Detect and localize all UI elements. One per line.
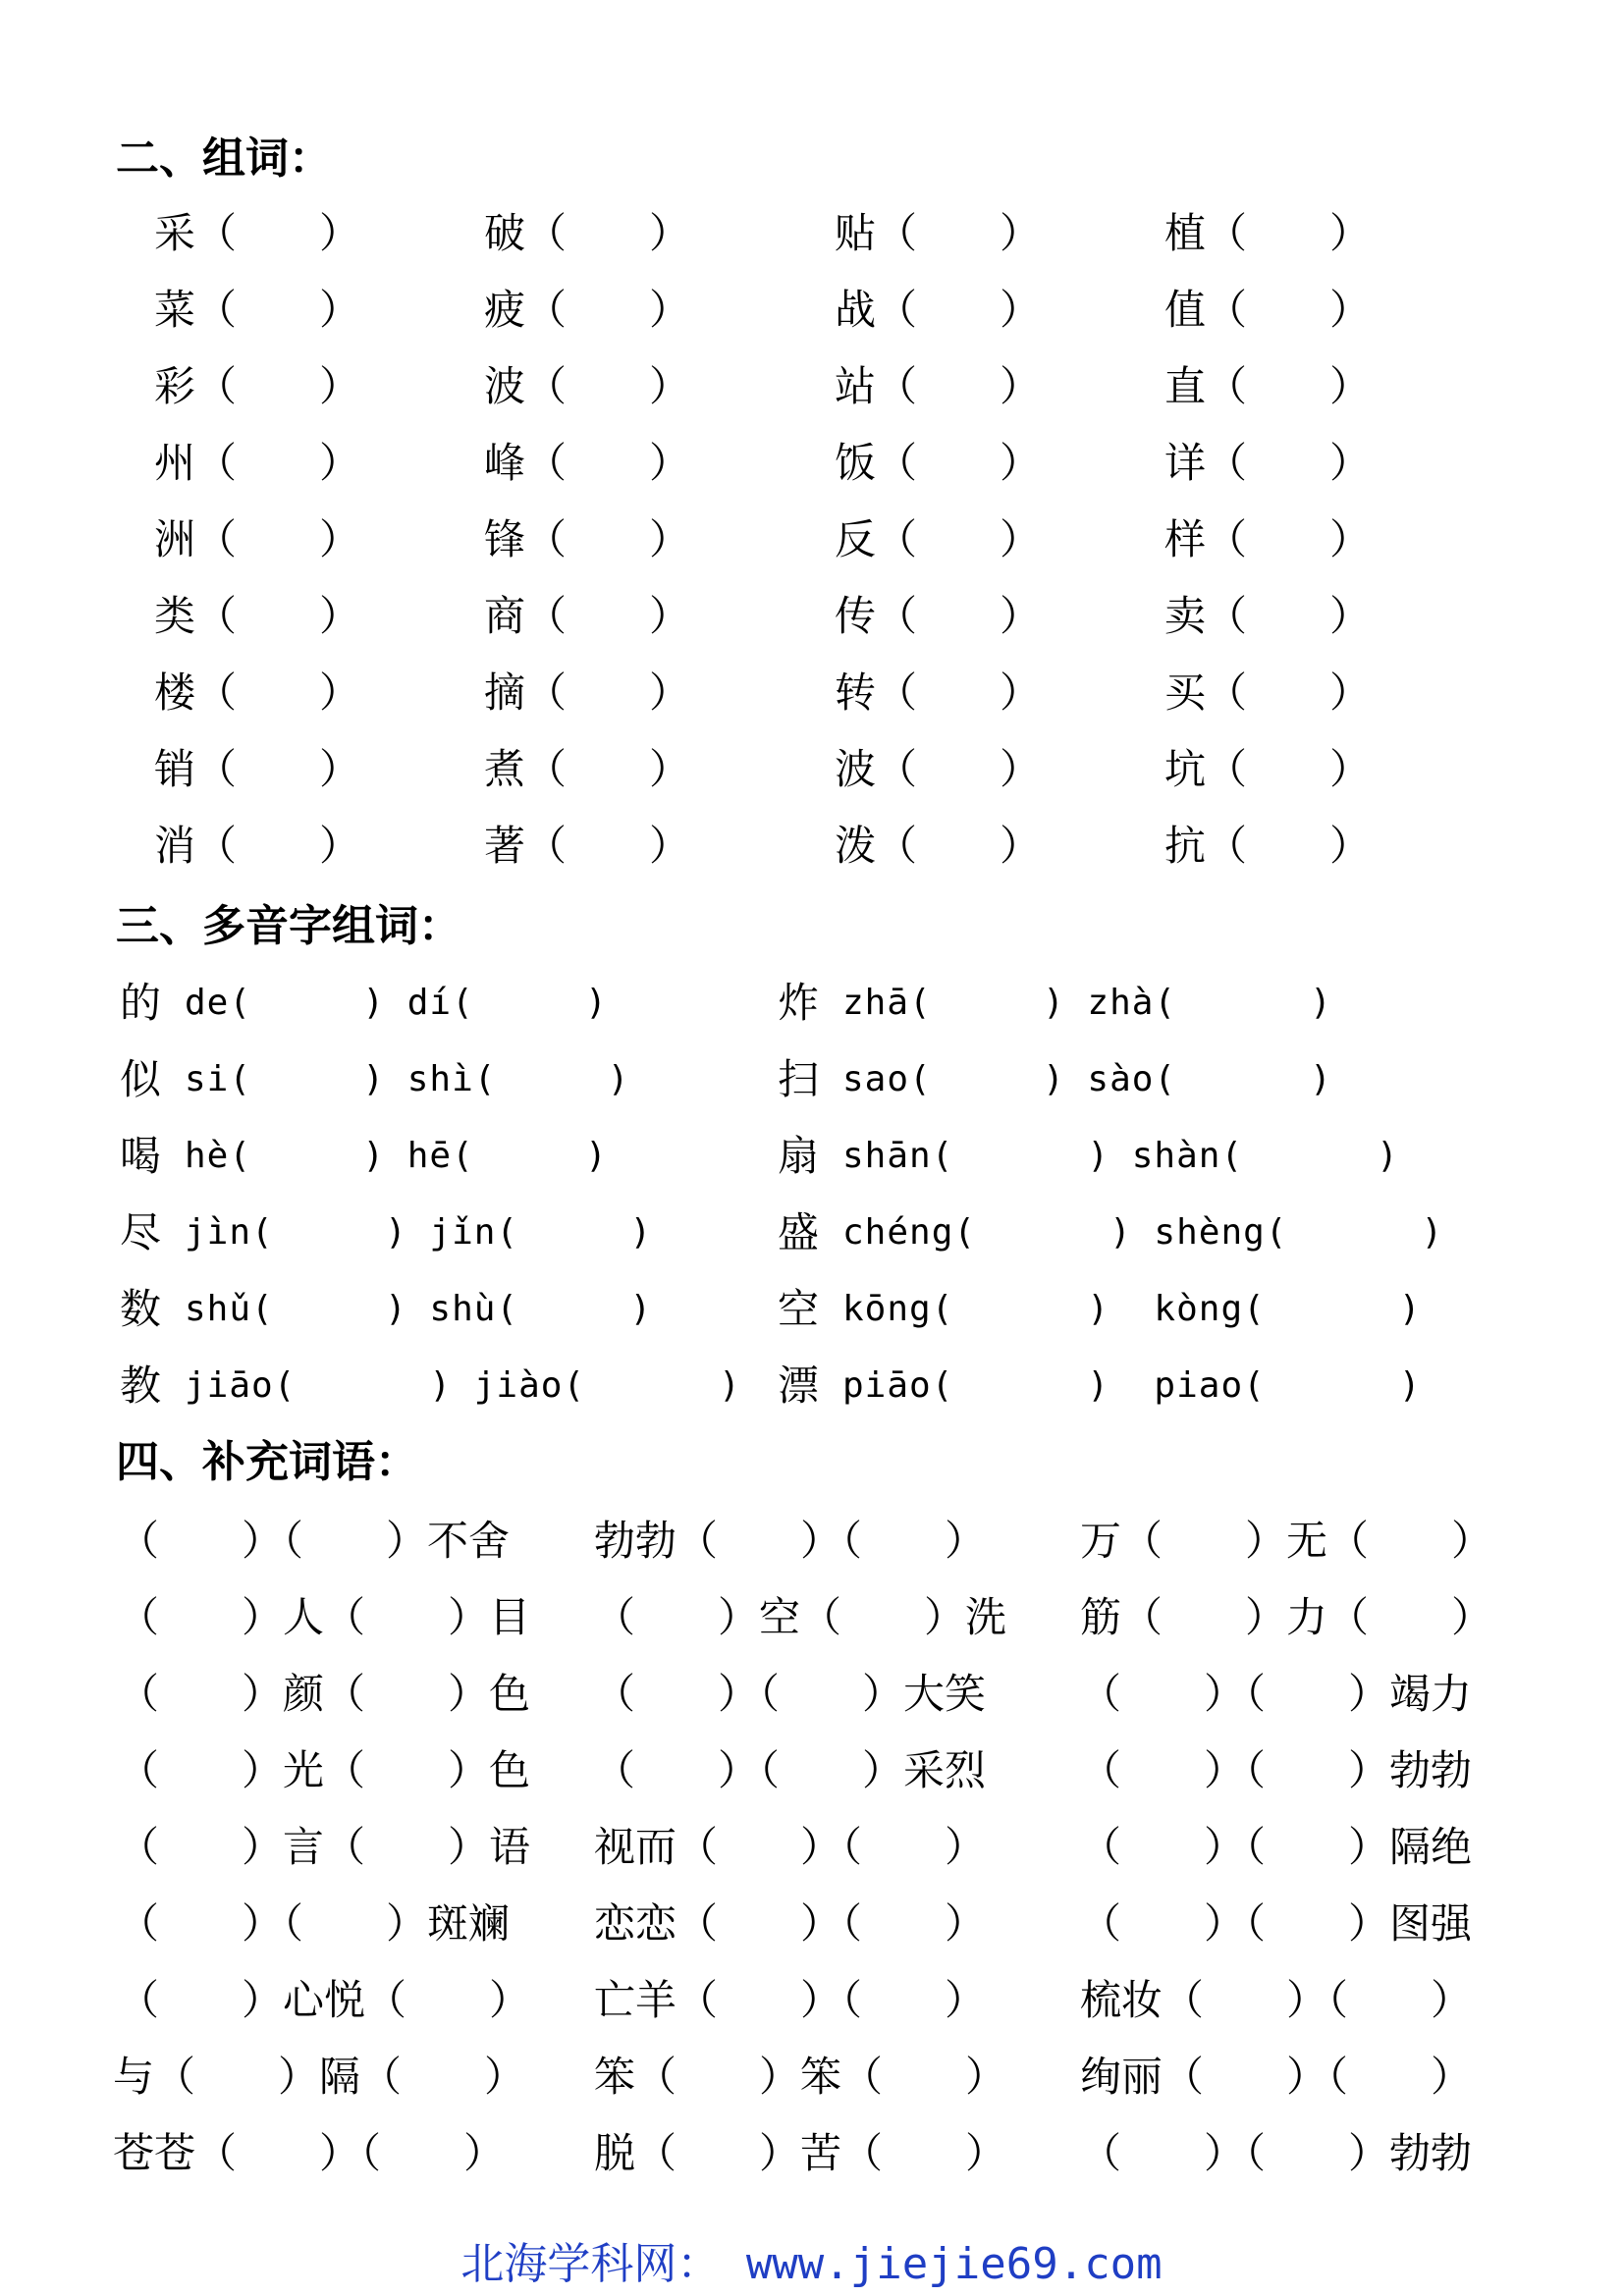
zuci-item: 坑（ ） bbox=[1164, 745, 1372, 793]
zuci-item: 洲（ ） bbox=[154, 515, 361, 563]
buchong-item: 梳妆（ ）（ ） bbox=[1080, 1976, 1473, 2024]
duoyin-char: 漂 bbox=[778, 1362, 821, 1410]
buchong-item: 与（ ）隔（ ） bbox=[113, 2053, 526, 2101]
buchong-item: 恋恋（ ）（ ） bbox=[594, 1899, 987, 1948]
duoyin-char: 似 bbox=[120, 1055, 163, 1103]
buchong-item: （ ）（ ）大笑 bbox=[594, 1670, 987, 1718]
zuci-item: 楼（ ） bbox=[154, 668, 361, 717]
duoyin-char: 扇 bbox=[778, 1132, 821, 1180]
buchong-item: （ ）（ ）图强 bbox=[1080, 1899, 1473, 1948]
zuci-item: 详（ ） bbox=[1164, 439, 1372, 487]
buchong-item: （ ）心悦（ ） bbox=[118, 1976, 531, 2024]
zuci-item: 破（ ） bbox=[484, 209, 691, 257]
duoyin-pinyin: piāo( ) piao( ) bbox=[842, 1365, 1422, 1406]
zuci-item: 商（ ） bbox=[484, 592, 691, 640]
duoyin-char: 喝 bbox=[120, 1132, 163, 1180]
duoyin-pinyin: sao( ) sào( ) bbox=[842, 1059, 1332, 1099]
zuci-item: 消（ ） bbox=[154, 822, 361, 870]
duoyin-pinyin: de( ) dí( ) bbox=[185, 983, 608, 1023]
duoyin-pinyin: si( ) shì( ) bbox=[185, 1059, 630, 1099]
footer-website[interactable]: 北海学科网： www.jiejie69.com bbox=[460, 2239, 1163, 2289]
zuci-item: 销（ ） bbox=[154, 745, 361, 793]
zuci-item: 饭（ ） bbox=[835, 439, 1042, 487]
buchong-item: 万（ ）无（ ） bbox=[1080, 1517, 1493, 1565]
duoyin-char: 空 bbox=[778, 1285, 821, 1333]
duoyin-char: 数 bbox=[120, 1285, 163, 1333]
section-title-duoyinzi: 三、多音字组词： bbox=[116, 901, 461, 951]
zuci-item: 抗（ ） bbox=[1164, 822, 1372, 870]
zuci-item: 锋（ ） bbox=[484, 515, 691, 563]
zuci-item: 值（ ） bbox=[1164, 286, 1372, 334]
buchong-item: （ ）（ ）隔绝 bbox=[1080, 1823, 1473, 1871]
zuci-item: 彩（ ） bbox=[154, 362, 361, 410]
duoyin-char: 的 bbox=[120, 979, 163, 1027]
buchong-item: （ ）（ ）不舍 bbox=[118, 1517, 511, 1565]
buchong-item: （ ）颜（ ）色 bbox=[118, 1670, 531, 1718]
section-title-buchong: 四、补充词语： bbox=[116, 1437, 418, 1487]
duoyin-char: 尽 bbox=[120, 1208, 163, 1256]
zuci-item: 站（ ） bbox=[835, 362, 1042, 410]
zuci-item: 疲（ ） bbox=[484, 286, 691, 334]
buchong-item: （ ）（ ）竭力 bbox=[1080, 1670, 1473, 1718]
zuci-item: 买（ ） bbox=[1164, 668, 1372, 717]
zuci-item: 卖（ ） bbox=[1164, 592, 1372, 640]
buchong-item: 视而（ ）（ ） bbox=[594, 1823, 987, 1871]
buchong-item: （ ）（ ）采烈 bbox=[594, 1746, 987, 1794]
zuci-item: 采（ ） bbox=[154, 209, 361, 257]
buchong-item: （ ）言（ ）语 bbox=[118, 1823, 531, 1871]
duoyin-char: 盛 bbox=[778, 1208, 821, 1256]
buchong-item: 勃勃（ ）（ ） bbox=[594, 1517, 987, 1565]
buchong-item: 苍苍（ ）（ ） bbox=[113, 2129, 506, 2177]
zuci-item: 煮（ ） bbox=[484, 745, 691, 793]
zuci-item: 转（ ） bbox=[835, 668, 1042, 717]
zuci-item: 类（ ） bbox=[154, 592, 361, 640]
duoyin-pinyin: jìn( ) jǐn( ) bbox=[185, 1212, 653, 1253]
buchong-item: （ ）人（ ）目 bbox=[118, 1593, 531, 1641]
duoyin-pinyin: hè( ) hē( ) bbox=[185, 1136, 608, 1176]
zuci-item: 传（ ） bbox=[835, 592, 1042, 640]
duoyin-char: 扫 bbox=[778, 1055, 821, 1103]
zuci-item: 波（ ） bbox=[835, 745, 1042, 793]
zuci-item: 泼（ ） bbox=[835, 822, 1042, 870]
zuci-item: 反（ ） bbox=[835, 515, 1042, 563]
duoyin-pinyin: shǔ( ) shù( ) bbox=[185, 1289, 653, 1329]
duoyin-char: 教 bbox=[120, 1362, 163, 1410]
buchong-item: （ ）空（ ）洗 bbox=[594, 1593, 1007, 1641]
duoyin-pinyin: chéng( ) shèng( ) bbox=[842, 1212, 1444, 1253]
buchong-item: （ ）光（ ）色 bbox=[118, 1746, 531, 1794]
buchong-item: （ ）（ ）勃勃 bbox=[1080, 2129, 1473, 2177]
zuci-item: 植（ ） bbox=[1164, 209, 1372, 257]
zuci-item: 摘（ ） bbox=[484, 668, 691, 717]
zuci-item: 直（ ） bbox=[1164, 362, 1372, 410]
buchong-item: 笨（ ）笨（ ） bbox=[594, 2053, 1007, 2101]
zuci-item: 贴（ ） bbox=[835, 209, 1042, 257]
zuci-item: 峰（ ） bbox=[484, 439, 691, 487]
duoyin-pinyin: kōng( ) kòng( ) bbox=[842, 1289, 1422, 1329]
zuci-item: 菜（ ） bbox=[154, 286, 361, 334]
buchong-item: 脱（ ）苦（ ） bbox=[594, 2129, 1007, 2177]
duoyin-pinyin: shān( ) shàn( ) bbox=[842, 1136, 1399, 1176]
buchong-item: 绚丽（ ）（ ） bbox=[1080, 2053, 1473, 2101]
duoyin-pinyin: zhā( ) zhà( ) bbox=[842, 983, 1332, 1023]
buchong-item: 筋（ ）力（ ） bbox=[1080, 1593, 1493, 1641]
zuci-item: 战（ ） bbox=[835, 286, 1042, 334]
duoyin-char: 炸 bbox=[778, 979, 821, 1027]
buchong-item: 亡羊（ ）（ ） bbox=[594, 1976, 987, 2024]
buchong-item: （ ）（ ）勃勃 bbox=[1080, 1746, 1473, 1794]
section-title-zuci: 二、组词： bbox=[116, 133, 332, 184]
buchong-item: （ ）（ ）斑斓 bbox=[118, 1899, 511, 1948]
zuci-item: 波（ ） bbox=[484, 362, 691, 410]
zuci-item: 著（ ） bbox=[484, 822, 691, 870]
zuci-item: 样（ ） bbox=[1164, 515, 1372, 563]
duoyin-pinyin: jiāo( ) jiào( ) bbox=[185, 1365, 741, 1406]
zuci-item: 州（ ） bbox=[154, 439, 361, 487]
